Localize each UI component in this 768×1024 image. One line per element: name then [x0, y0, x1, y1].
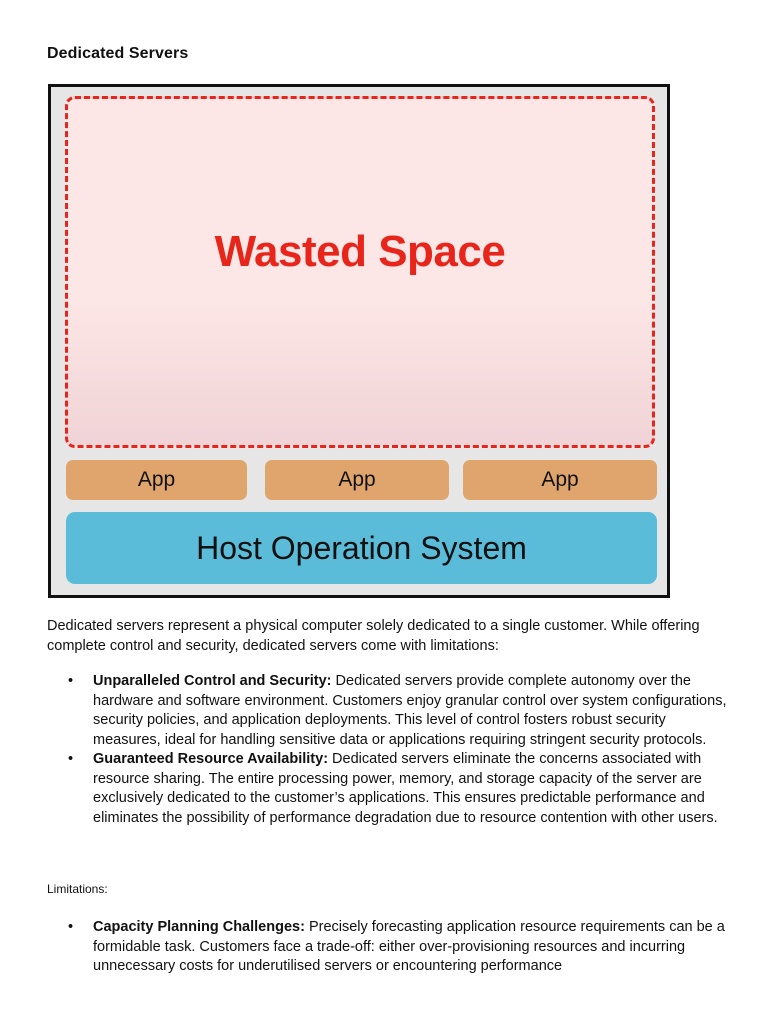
list-item-title: Guaranteed Resource Availability: — [93, 751, 329, 767]
intro-paragraph: Dedicated servers represent a physical computer solely dedicated to a single customer. While offering complete control and security, dedicated servers come with limitations: — [47, 618, 700, 654]
dedicated-server-diagram — [48, 84, 670, 598]
host-os-box: Host Operation System — [66, 512, 657, 584]
list-item-text: Dedicated servers eliminate the concerns associated with resource sharing. The entire processing power, memory, and storage capacity of the server are exclusively dedicated to the customer’s applications. This ensures predictable performance and eliminates the possibility of performance degradation due to resource contention with other users. — [93, 751, 718, 826]
wasted-space-label: Wasted Space — [214, 227, 506, 276]
list-item-text: Dedicated servers provide complete autonomy over the hardware and software environment. Customers enjoy granular control over system configurations, security policies, and application deployments. This level of control fosters robust security measures, ideal for handling sensitive data or applications requiring stringent security protocols. — [93, 673, 727, 748]
benefits-list — [47, 672, 727, 828]
list-item — [47, 918, 727, 977]
list-item-text: Precisely forecasting application resource requirements can be a formidable task. Customers face a trade-off: either over-provisioning resources and incurring unnecessary costs for underutilised servers or encountering performance — [93, 919, 725, 974]
list-item-title: Capacity Planning Challenges: — [93, 919, 305, 935]
list-item-title: Unparalleled Control and Security: — [93, 673, 332, 689]
limitations-label: Limitations: — [47, 882, 108, 896]
bullet-icon: • — [68, 751, 74, 767]
bullet-icon: • — [68, 919, 74, 935]
wasted-space-region — [65, 96, 655, 448]
app-box-1: App — [66, 460, 247, 500]
list-item — [47, 672, 727, 750]
page-heading: Dedicated Servers — [47, 45, 189, 62]
app-box-3: App — [463, 460, 657, 500]
bullet-icon: • — [68, 673, 74, 689]
app-box-2: App — [265, 460, 449, 500]
limitations-list — [47, 918, 727, 977]
list-item — [47, 750, 727, 828]
